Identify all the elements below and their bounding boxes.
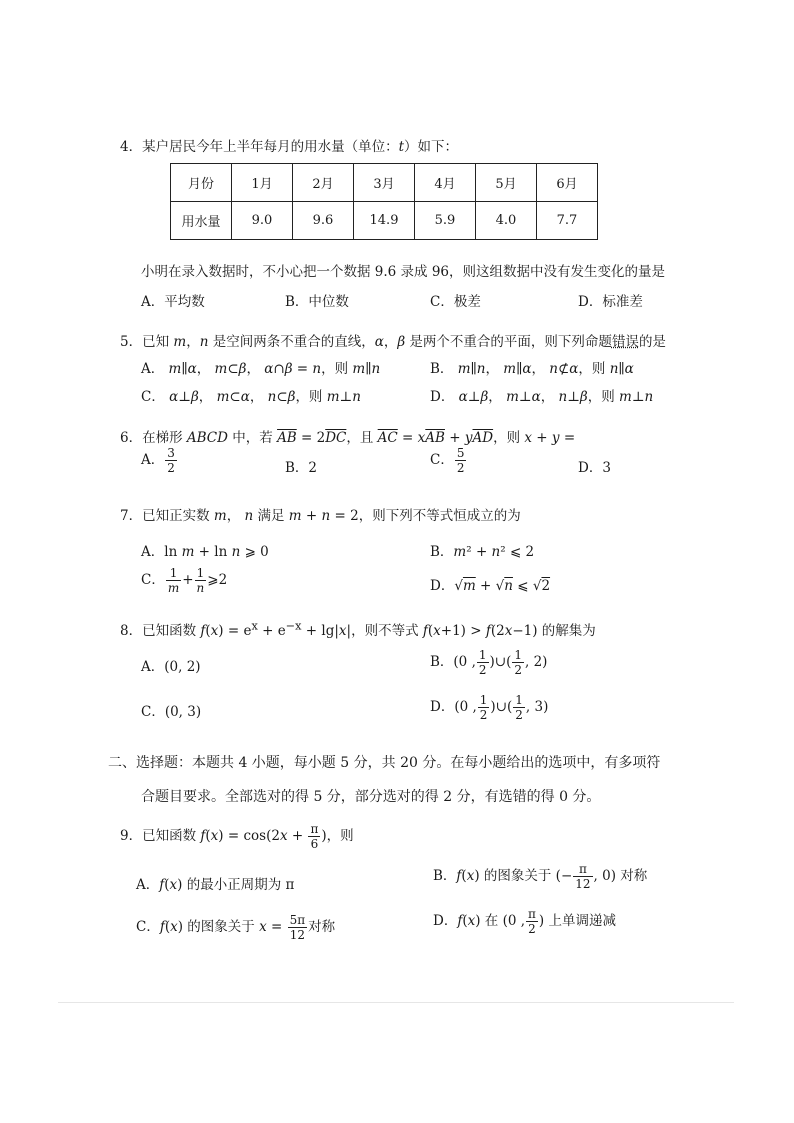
q9-stem: 9．已知函数 f(x) = cos(2x + $\frac{\pi}{6}$ )，则 — [120, 822, 354, 851]
q7-stem: 7．已知正实数 m， n 满足 m + n = 2，则下列不等式恒成立的为 — [120, 508, 521, 524]
q4-option-b: B．中位数 — [285, 294, 349, 310]
page-divider — [58, 1002, 734, 1003]
table-header-cell: 6月 — [537, 164, 598, 202]
q9-option-c: C．f(x) 的图象关于 x = $\frac{5\pi}{12}$ 对称 — [136, 913, 336, 942]
q9-option-b: B．f(x) 的图象关于 (− $\frac{\pi}{12}$ , 0) 对称 — [433, 862, 648, 891]
q4-note: 小明在录入数据时，不小心把一个数据 9.6 录成 96，则这组数据中没有发生变化的量是 — [141, 264, 666, 280]
section2-line2: 合题目要求。全部选对的得 5 分，部分选对的得 2 分，有选错的得 0 分。 — [141, 789, 601, 805]
q6-option-c: C． $\frac{5}{2}$ — [430, 446, 465, 475]
q6-option-d: D．3 — [578, 460, 611, 476]
table-cell: 9.0 — [232, 202, 293, 240]
q6-stem: 6．在梯形 ABCD 中，若 $\overline{AB} = 2\overline{DC}$，且 $\overline{AC} = x\overline{AB} + y\overline{AD}$，则 x + y = — [120, 430, 576, 446]
q7-option-d: D．√m + √n ⩽ √2 — [430, 578, 551, 594]
q5-option-d: D． α⊥β， m⊥α， n⊥β，则 m⊥n — [430, 389, 654, 405]
table-row — [171, 164, 598, 202]
q4-option-c: C．极差 — [430, 294, 481, 310]
table-cell: 7.7 — [537, 202, 598, 240]
q5-option-c: C． α⊥β， m⊂α， n⊂β，则 m⊥n — [141, 389, 361, 405]
table-cell: 用水量 — [171, 202, 232, 240]
q4-option-a: A．平均数 — [141, 294, 205, 310]
q8-option-a: A．(0, 2) — [141, 659, 201, 675]
table-header-cell: 1月 — [232, 164, 293, 202]
q6-option-b: B．2 — [285, 460, 318, 476]
q8-option-b: B．(0 , $\frac{1}{2}$ )∪( $\frac{1}{2}$ , 2) — [430, 648, 548, 677]
table-header-cell: 2月 — [293, 164, 354, 202]
table-row — [171, 202, 598, 240]
section2-line1: 二、选择题：本题共 4 小题，每小题 5 分，共 20 分。在每小题给出的选项中，有多项符 — [108, 755, 661, 771]
q5-option-a: A． m∥α， m⊂β， α∩β = n，则 m∥n — [141, 361, 381, 377]
q9-option-a: A．f(x) 的最小正周期为 π — [136, 877, 295, 893]
q8-option-c: C．(0, 3) — [141, 704, 202, 720]
q6-option-a: A． $\frac{3}{2}$ — [141, 446, 175, 475]
q4-stem: 4．某户居民今年上半年每月的用水量（单位：t）如下： — [120, 139, 459, 155]
q5-option-b: B． m∥n， m∥α， n⊄α，则 n∥α — [430, 361, 634, 377]
q5-stem: 5．已知 m，n 是空间两条不重合的直线，α，β 是两个不重合的平面，则下列命题错误的是 — [120, 334, 666, 350]
water-usage-table — [170, 163, 598, 240]
table-header-cell: 3月 — [354, 164, 415, 202]
table-cell: 14.9 — [354, 202, 415, 240]
q7-option-a: A．ln m + ln n ⩾ 0 — [141, 544, 269, 560]
q9-option-d: D．f(x) 在 (0 , $\frac{\pi}{2}$ ) 上单调递减 — [433, 907, 616, 936]
table-cell: 9.6 — [293, 202, 354, 240]
q7-option-b: B．m² + n² ⩽ 2 — [430, 544, 535, 560]
table-cell: 4.0 — [476, 202, 537, 240]
table-header-cell: 月份 — [171, 164, 232, 202]
table-header-cell: 5月 — [476, 164, 537, 202]
q4-option-d: D．标准差 — [578, 294, 643, 310]
q7-option-c: C． $\frac{1}{m}$ + $\frac{1}{n}$ ⩾2 — [141, 566, 228, 595]
table-cell: 5.9 — [415, 202, 476, 240]
q8-option-d: D．(0 , $\frac{1}{2}$ )∪( $\frac{1}{2}$ , 3) — [430, 693, 549, 722]
q8-stem: 8．已知函数 $f(x) = e^x + e^{-x} + \lg|x|$，则不等式 f(x+1) > f(2x−1) 的解集为 — [120, 619, 596, 639]
table-header-cell: 4月 — [415, 164, 476, 202]
